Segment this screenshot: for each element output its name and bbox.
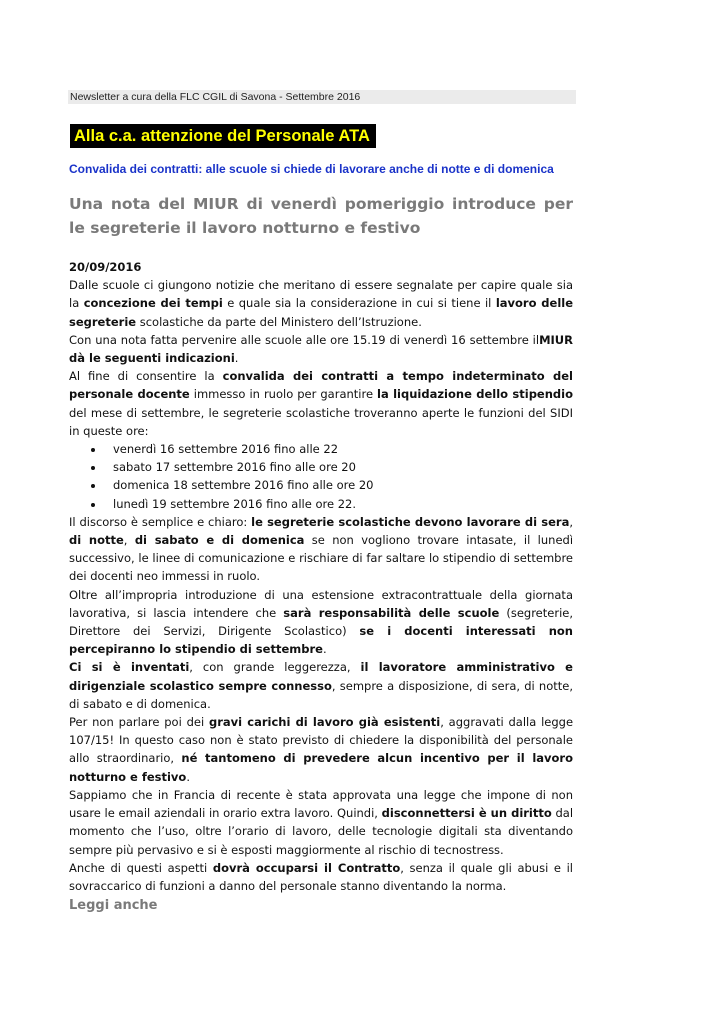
paragraph-9: Anche di questi aspetti dovrà occuparsi il Contratto, senza il quale gli abusi e il sovraccarico di funzioni a danno del personale stanno diventando la norma. [69,860,574,893]
paragraph-1: Dalle scuole ci giungono notizie che meritano di essere segnalate per capire quale sia la concezione dei tempi e quale sia la considerazione in cui si tiene il lavoro delle segreterie scolastiche da parte del Ministero dell’Istruzione. [69,278,574,329]
paragraph-3: Al fine di consentire la convalida dei contratti a tempo indeterminato del personale docente immesso in ruolo per garantire la liquidazione dello stipendio del mese di settembre, le segreterie scolastiche troveranno aperte le funzioni del SIDI in queste ore: [69,369,573,438]
paragraph-2: Con una nota fatta pervenire alle scuole alle ore 15.19 di venerdì 16 settembre ilMIUR dà le seguenti indicazioni. [69,332,573,366]
paragraph-7: Per non parlare poi dei gravi carichi di lavoro già esistenti, aggravati dalla legge 107/15! In questo caso non è stato previsto di chiedere la disponibilità del personale allo straordinario, né tantomeno di prevedere alcun incentivo per il lavoro notturno e festivo. [69,715,574,784]
banner-title: Alla c.a. attenzione del Personale ATA [70,124,376,148]
article-headline: Una nota del MIUR di venerdì pomeriggio introduce per le segreterie il lavoro notturno e festivo [69,195,573,237]
paragraph-6: Ci si è inventati, con grande leggerezza, il lavoratore amministrativo e dirigenziale scolastico sempre connesso, sempre a disposizione, di sera, di notte, di sabato e di domenica. [69,660,573,711]
list-item: domenica 18 settembre 2016 fino alle ore 20 [113,476,573,494]
article-date: 20/09/2016 [69,260,142,274]
paragraph-5: Oltre all’impropria introduzione di una estensione extracontrattuale della giornata lavorativa, si lascia intendere che sarà responsabilità delle scuole (segreterie, Direttore dei Servizi, Dirigente Scolastico) se i docenti interessati non percepiranno lo stipendio di settembre. [69,587,573,657]
article-subtitle: Convalida dei contratti: alle scuole si chiede di lavorare anche di notte e di domenica [69,162,554,176]
list-item: lunedì 19 settembre 2016 fino alle ore 22. [113,495,573,513]
paragraph-4: Il discorso è semplice e chiaro: le segreterie scolastiche devono lavorare di sera, di notte, di sabato e di domenica se non vogliono trovare intasate, il lunedì successivo, le linee di comunicazione e rischiare di far saltare lo stipendio di settembre dei docenti neo immessi in ruolo. [69,514,574,584]
article-body [69,258,573,895]
list-item: sabato 17 settembre 2016 fino alle ore 20 [113,458,573,476]
read-also-heading: Leggi anche [69,898,158,913]
newsletter-header: Newsletter a cura della FLC CGIL di Savona - Settembre 2016 [68,90,576,104]
schedule-list [69,440,573,513]
list-item: venerdì 16 settembre 2016 fino alle 22 [113,440,573,458]
paragraph-8: Sappiamo che in Francia di recente è stata approvata una legge che impone di non usare le email aziendali in orario extra lavoro. Quindi, disconnettersi è un diritto dal momento che l’uso, oltre l’orario di lavoro, delle tecnologie digitali sta diventando sempre più pervasivo e si è esposti maggiormente al rischio di tecnostress. [69,787,574,857]
